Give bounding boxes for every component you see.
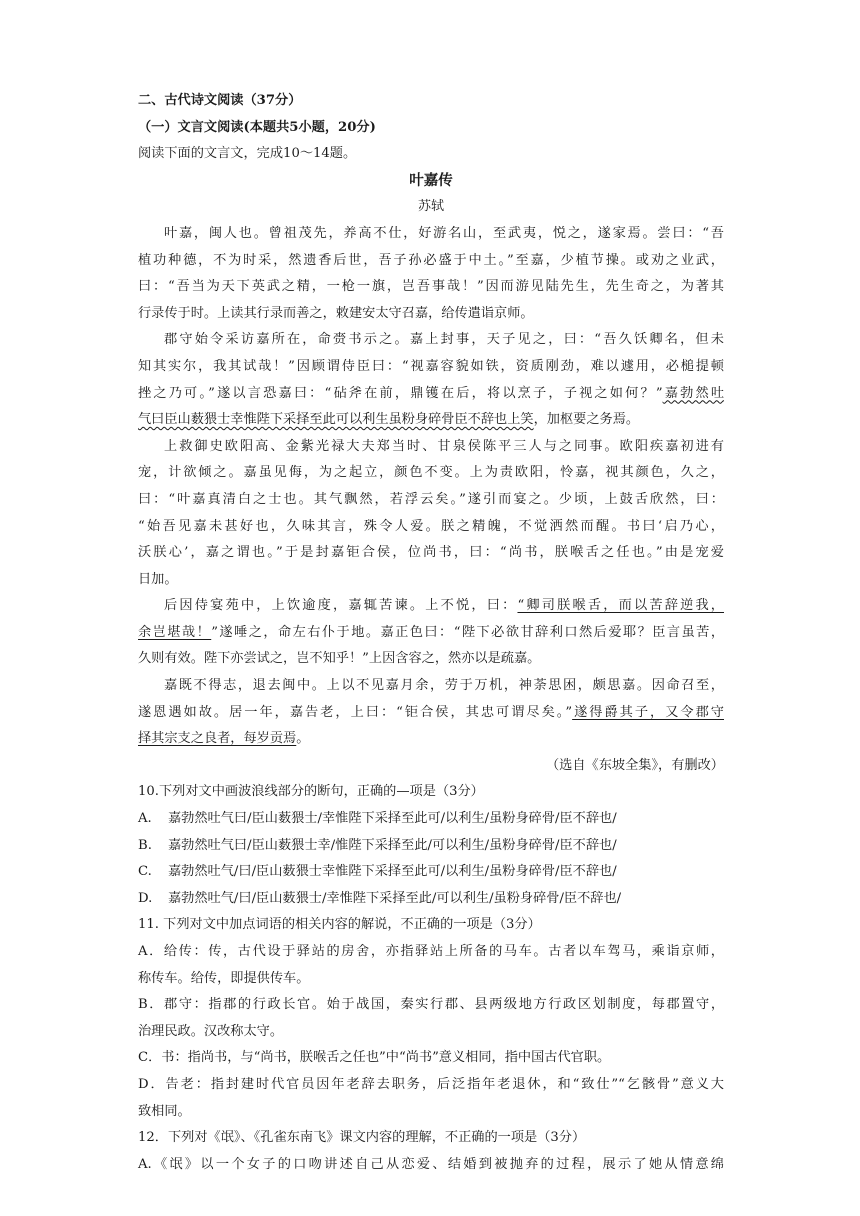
text-line: [138, 726, 724, 753]
option-a: A．给传：传，古代设于驿站的房舍，亦指驿站上所备的马车。古者以车驾马，乘诣京师，: [138, 944, 724, 959]
option-text: 嘉勃然吐气曰/臣山薮猥士幸/惟陛下采择至此/可以利生/虽粉身碎骨/臣不辞也/: [168, 837, 617, 853]
underlined-text: 择其宗支之良者，每岁贡焉: [138, 731, 297, 747]
option-text: 嘉勃然吐气/曰/臣山薮猥士/幸惟陛下采择至此/可以利生/虽粉身碎骨/臣不辞也/: [168, 890, 622, 906]
paragraph-4: [138, 593, 724, 673]
text-line: 久则有效。陛下亦尝试之，岂不知乎！”上因含容之，然亦以是疏嘉。: [138, 651, 541, 667]
paragraph-2: [138, 327, 724, 433]
underlined-text: 余岂堪哉！: [138, 624, 212, 640]
text-span: 后因侍宴苑中，上饮逾度，嘉辄苦谏。上不悦，曰：: [164, 598, 518, 614]
text-span: 遂恩遇如故。居一年，嘉告老，上曰：“钜合侯，其忠可谓尽矣。”: [138, 704, 573, 720]
underlined-text: 遂得爵其子，又令郡守: [572, 704, 724, 720]
question-stem: 12．下列对《氓》、《孔雀东南飞》课文内容的理解，不正确的一项是（3分）: [138, 1130, 586, 1146]
text-line: 行录传于时。上读其行录而善之，敕建安太守召嘉，给传遣诣京师。: [138, 305, 534, 321]
question-12: [138, 1125, 724, 1178]
wavy-underline-text: 嘉勃然吐: [662, 385, 725, 401]
text-line: 沃朕心’，嘉之谓也。”于是封嘉钜合侯，位尚书，曰：“尚书，朕喉舌之任也。”由是宠爱: [138, 545, 724, 561]
question-stem: 11. 下列对文中加点词语的相关内容的解说，不正确的一项是（3分）: [138, 917, 541, 933]
text-line: 曰：“叶嘉真清白之士也。其气飘然，若浮云矣。”遂引而宴之。少顷，上鼓舌欣然，曰：: [138, 491, 724, 507]
option-d: D．告老：指封建时代官员因年老辞去职务，后泛指年老退休，和“致仕”“乞骸骨”意义大: [138, 1076, 724, 1092]
underlined-text: “卿司朕喉舌，而以苦辞逆我，: [517, 598, 724, 614]
text-line: 叶嘉，闽人也。曾祖茂先，养高不仕，好游名山，至武夷，悦之，遂家焉。尝曰：“吾: [164, 225, 724, 241]
paragraph-1: [138, 221, 724, 327]
text-line: [138, 593, 724, 620]
question-10: [138, 779, 724, 912]
option-text: 嘉勃然吐气曰/臣山薮猥士/幸惟陛下采择至此可/以利生/虽粉身碎骨/臣不辞也/: [168, 811, 617, 827]
wavy-underline-text: 气曰臣山薮猥士幸惟陛下采择至此可以利生虽粉身碎骨臣不辞也上笑: [138, 412, 534, 428]
option-d: [138, 886, 724, 913]
text-span: 。: [296, 731, 310, 747]
sub-heading: （一）文言文阅读(本题共5小题，20分): [138, 119, 376, 135]
section-heading: 二、古代诗文阅读（37分）: [138, 93, 302, 108]
option-text: 嘉勃然吐气/曰/臣山薮猥士幸惟陛下采择至此可/以利生/虽粉身碎骨/臣不辞也/: [168, 864, 617, 880]
option-c: [138, 859, 724, 886]
instruction: 阅读下面的文言文，完成10～14题。: [138, 146, 357, 162]
passage-author: 苏轼: [417, 199, 444, 215]
text-line: [138, 700, 724, 727]
passage-title: 叶嘉传: [409, 171, 453, 189]
question-11: [138, 912, 724, 1125]
option-b-cont: 治理民政。汉改称太守。: [138, 1023, 284, 1039]
text-line: [138, 407, 724, 434]
source-note: （选自《东坡全集》，有删改）: [545, 757, 724, 773]
text-line: 郡守始令采访嘉所在，命赍书示之。嘉上封事，天子见之，曰：“吾久饫卿名，但未: [164, 332, 724, 348]
option-b: [138, 833, 724, 860]
text-line: 嘉既不得志，退去闽中。上以不见嘉月余，劳于万机，神荼思困，颇思嘉。因命召至，: [164, 678, 724, 694]
paragraph-5: [138, 673, 724, 753]
text-span: 挫之乃可。”遂以言恐嘉曰：“砧斧在前，鼎镬在后，将以烹子，子视之如何？”: [138, 385, 663, 401]
text-line: 日加。: [138, 571, 178, 587]
text-line: 上救御史欧阳高、金紫光禄大夫郑当时、甘泉侯陈平三人与之同事。欧阳疾嘉初进有: [164, 438, 724, 454]
document-page: [138, 88, 724, 1178]
option-b: B．郡守：指郡的行政长官。始于战国，秦实行郡、县两级地方行政区划制度，每郡置守，: [138, 997, 724, 1013]
text-span: ，加枢要之务焉。: [533, 412, 640, 428]
option-label: C.: [138, 864, 152, 880]
text-line: [138, 381, 724, 408]
option-label: A.: [138, 811, 152, 827]
option-a: [138, 806, 724, 833]
text-line: [138, 620, 724, 647]
question-stem: 10.下列对文中画波浪线部分的断句，正确的—项是（3分）: [138, 784, 484, 800]
option-c: C．书：指尚书，与“尚书，朕喉舌之任也”中“尚书”意义相同，指中国古代官职。: [138, 1050, 611, 1066]
text-line: 知其实尔，我其试哉！”因顾谓侍臣曰：“视嘉容貌如铁，资质刚劲，难以遽用，必槌提顿: [138, 358, 724, 374]
paragraph-3: [138, 434, 724, 594]
text-line: 宠，计欲倾之。嘉虽见侮，为之起立，颜色不变。上为责欧阳，怜嘉，视其颜色，久之，: [138, 465, 724, 481]
option-a: A.《氓》以一个女子的口吻讲述自己从恋爱、结婚到被抛弃的过程，展示了她从情意绵: [138, 1156, 724, 1172]
option-d-cont: 致相同。: [138, 1103, 191, 1119]
text-line: 曰：“吾当为天下英武之精，一枪一旗，岂吾事哉！”因而游见陆先生，先生奇之，为著其: [138, 279, 724, 295]
option-a-cont: 称传车。给传，即提供传车。: [138, 970, 310, 986]
option-label: B.: [138, 837, 152, 853]
text-span: ”遂唾之，命左右仆于地。嘉正色曰：“陛下必欲甘辞利口然后爱耶？臣言虽苦，: [211, 624, 725, 640]
text-line: 植功种德，不为时采，然遗香后世，吾子孙必盛于中土。”至嘉，少植节操。或劝之业武，: [138, 252, 724, 268]
option-label: D.: [138, 890, 153, 906]
text-line: “始吾见嘉未甚好也，久味其言，殊令人爱。朕之精魄，不觉洒然而醒。书曰‘启乃心，: [138, 518, 724, 534]
